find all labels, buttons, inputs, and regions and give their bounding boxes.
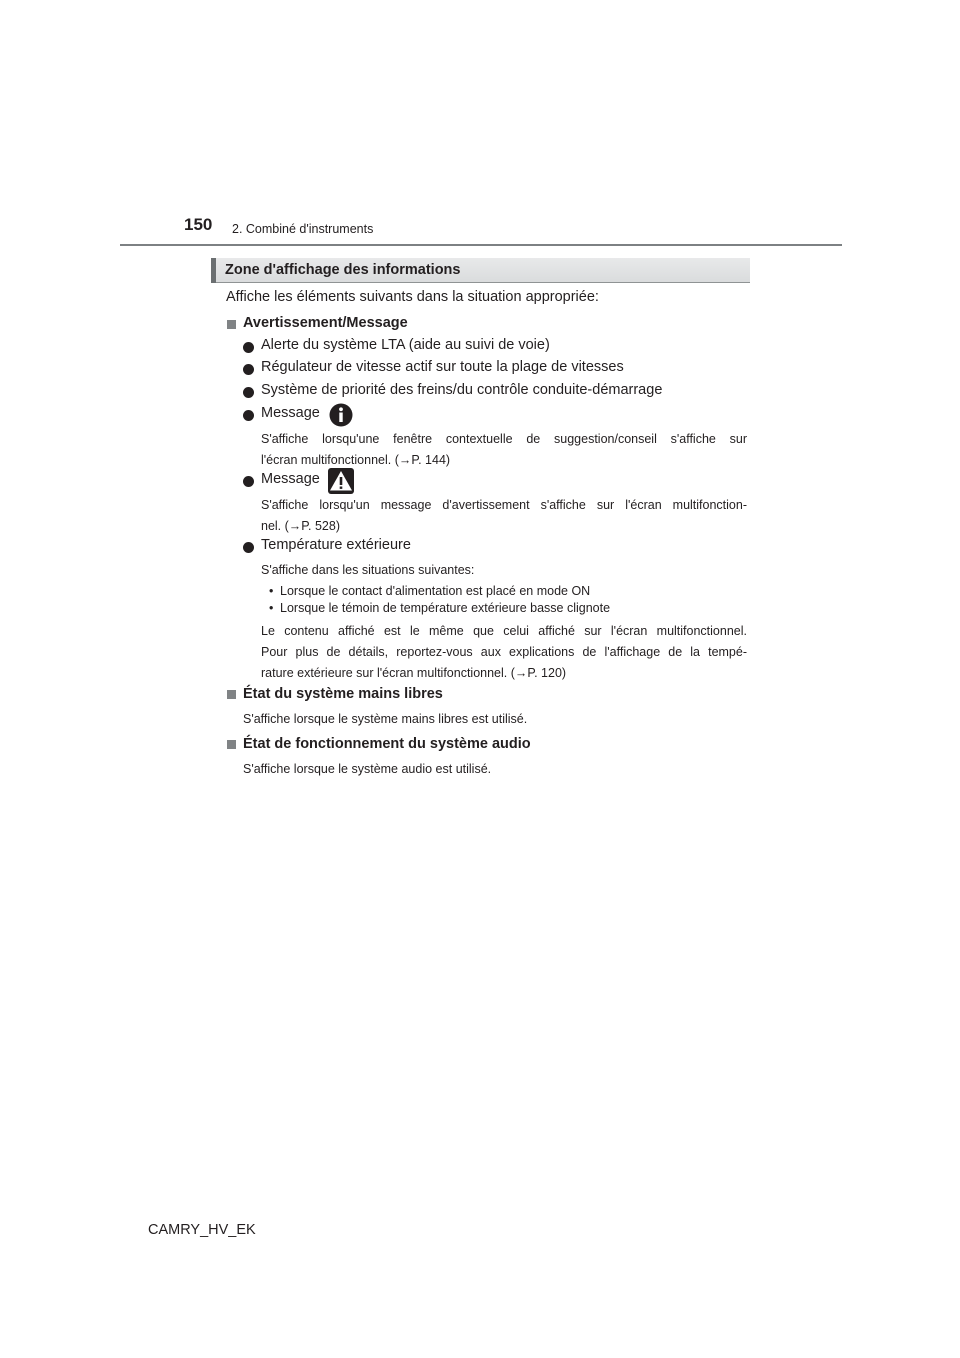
round-bullet-icon	[243, 364, 254, 375]
square-bullet-icon	[227, 690, 236, 699]
page-number: 150	[184, 215, 213, 234]
message-info-label: Message	[261, 405, 320, 421]
paragraph-line: rature extérieure sur l'écran multifonctionnel. (→P. 120)	[261, 666, 567, 680]
heading-warning-message: Avertissement/Message	[243, 315, 408, 331]
temperature-label: Température extérieure	[261, 537, 411, 553]
description-line: l'écran multifonctionnel. (→P. 144)	[261, 453, 451, 467]
square-bullet-icon	[227, 320, 236, 329]
message-warning-description	[261, 495, 747, 537]
intro-text: Affiche les éléments suivants dans la situation appropriée:	[226, 289, 599, 305]
description-line: nel. (→P. 528)	[261, 519, 340, 533]
dot-bullet-icon: •	[269, 601, 274, 615]
round-bullet-icon	[243, 410, 254, 421]
section-title: Zone d'affichage des informations	[225, 262, 461, 278]
temperature-paragraph	[261, 621, 747, 684]
message-warning-label: Message	[261, 471, 320, 487]
round-bullet-icon	[243, 476, 254, 487]
round-bullet-icon	[243, 342, 254, 353]
description-line: S'affiche lorsqu'une fenêtre contextuelle de suggestion/conseil s'affiche sur	[261, 432, 747, 446]
round-bullet-icon	[243, 542, 254, 553]
dot-bullet-icon: •	[269, 584, 274, 598]
hands-free-description: S'affiche lorsque le système mains libres est utilisé.	[243, 712, 528, 726]
temperature-item: Lorsque le témoin de température extérieure basse clignote	[280, 601, 611, 615]
model-code: CAMRY_HV_EK	[148, 1222, 256, 1238]
running-header: 2. Combiné d'instruments	[232, 222, 374, 236]
description-line: S'affiche lorsqu'un message d'avertissement s'affiche sur l'écran multifonction-	[261, 498, 747, 512]
section-banner	[211, 258, 750, 283]
paragraph-line: Le contenu affiché est le même que celui affiché sur l'écran multifonctionnel.	[261, 624, 747, 638]
bullet-item: Alerte du système LTA (aide au suivi de voie)	[261, 337, 550, 353]
audio-description: S'affiche lorsque le système audio est utilisé.	[243, 762, 492, 776]
round-bullet-icon	[243, 387, 254, 398]
info-icon	[328, 402, 354, 428]
temperature-intro: S'affiche dans les situations suivantes:	[261, 563, 475, 577]
square-bullet-icon	[227, 740, 236, 749]
bullet-item: Régulateur de vitesse actif sur toute la plage de vitesses	[261, 359, 624, 375]
heading-hands-free: État du système mains libres	[243, 686, 443, 702]
message-info-description	[261, 429, 747, 471]
bullet-item: Système de priorité des freins/du contrôle conduite-démarrage	[261, 382, 663, 398]
header-rule	[120, 244, 842, 246]
heading-audio: État de fonctionnement du système audio	[243, 736, 531, 752]
temperature-item: Lorsque le contact d'alimentation est placé en mode ON	[280, 584, 591, 598]
warning-icon	[328, 468, 354, 494]
paragraph-line: Pour plus de détails, reportez-vous aux explications de l'affichage de la tempé-	[261, 645, 747, 659]
banner-accent-bar	[211, 258, 216, 283]
